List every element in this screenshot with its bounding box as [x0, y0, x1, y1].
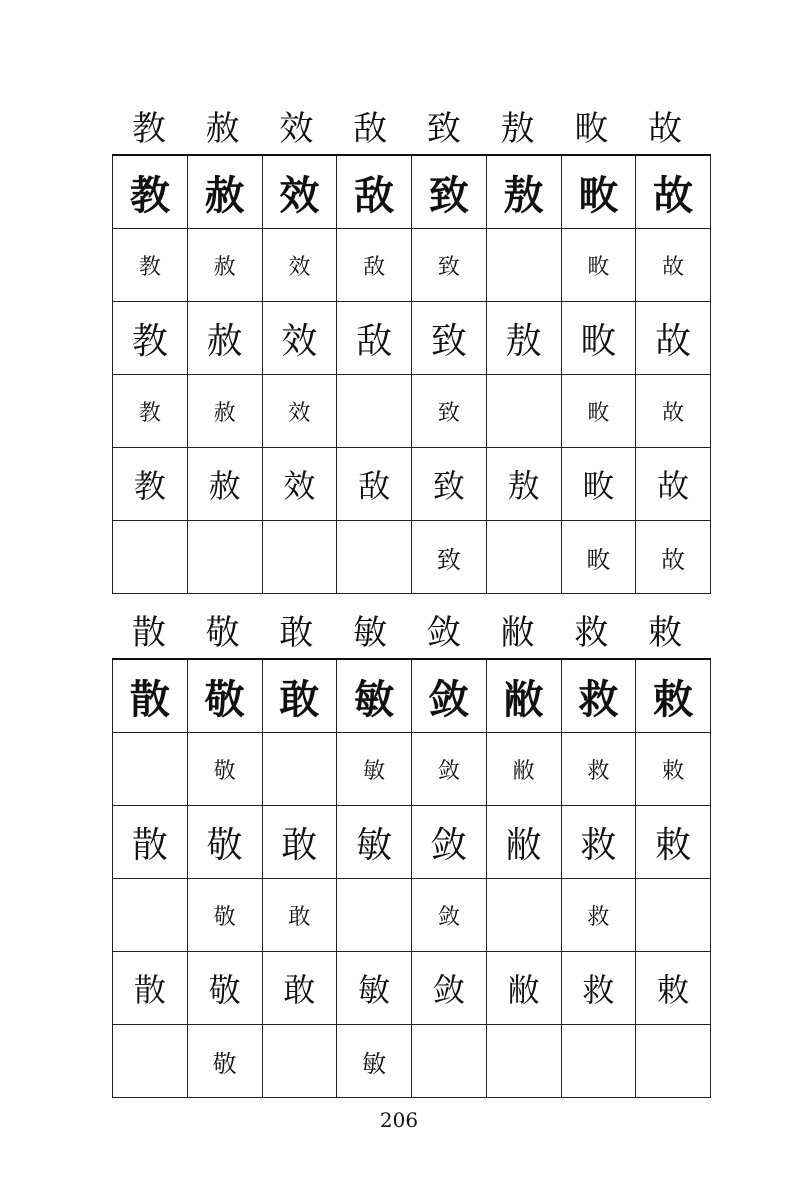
glyph-cell [262, 521, 337, 594]
header-char: 教 [131, 109, 166, 149]
glyph-cell: 敖 [486, 155, 561, 229]
section-1-glyph-grid [112, 154, 711, 594]
glyph-cell: 散 [113, 806, 188, 879]
glyph-cell: 致 [412, 302, 487, 375]
header-char: 敏 [353, 613, 388, 653]
glyph-cell [113, 1025, 188, 1098]
glyph-cell [636, 879, 711, 952]
glyph-cell: 致 [412, 229, 487, 302]
glyph-cell: 教 [113, 155, 188, 229]
glyph-cell: 敬 [187, 806, 262, 879]
glyph-cell: 致 [412, 521, 487, 594]
header-char: 故 [648, 109, 683, 149]
glyph-cell [262, 1025, 337, 1098]
glyph-row [113, 659, 711, 733]
glyph-cell: 敛 [412, 733, 487, 806]
glyph-cell: 敬 [187, 952, 262, 1025]
glyph-cell [486, 1025, 561, 1098]
page-number: 206 [379, 1108, 419, 1132]
glyph-cell: 敌 [337, 155, 412, 229]
header-char: 散 [131, 613, 166, 653]
glyph-cell: 敏 [337, 733, 412, 806]
header-char: 效 [279, 109, 314, 149]
header-char: 救 [574, 613, 609, 653]
glyph-cell: 敌 [337, 448, 412, 521]
glyph-cell [412, 1025, 487, 1098]
glyph-cell: 畋 [561, 155, 636, 229]
glyph-cell: 教 [113, 448, 188, 521]
header-char: 敕 [648, 613, 683, 653]
glyph-cell: 敬 [187, 879, 262, 952]
glyph-cell: 故 [636, 155, 711, 229]
glyph-cell: 救 [561, 952, 636, 1025]
glyph-cell: 敕 [636, 733, 711, 806]
glyph-cell: 敝 [486, 733, 561, 806]
glyph-cell: 效 [262, 229, 337, 302]
glyph-cell [113, 879, 188, 952]
glyph-cell [337, 375, 412, 448]
glyph-cell: 赦 [187, 375, 262, 448]
glyph-cell: 效 [262, 448, 337, 521]
glyph-cell [636, 1025, 711, 1098]
glyph-cell: 敢 [262, 806, 337, 879]
header-char: 致 [426, 109, 461, 149]
glyph-cell [187, 521, 262, 594]
section-1-header-row [112, 106, 702, 152]
glyph-cell: 故 [636, 448, 711, 521]
glyph-cell: 赦 [187, 302, 262, 375]
glyph-cell [113, 521, 188, 594]
glyph-cell: 敕 [636, 806, 711, 879]
glyph-cell: 敌 [337, 302, 412, 375]
glyph-cell: 故 [636, 375, 711, 448]
glyph-cell: 敕 [636, 952, 711, 1025]
glyph-cell: 畋 [561, 229, 636, 302]
glyph-cell: 效 [262, 302, 337, 375]
glyph-row [113, 375, 711, 448]
glyph-cell: 故 [636, 521, 711, 594]
glyph-cell: 畋 [561, 375, 636, 448]
glyph-cell [113, 733, 188, 806]
header-char: 赦 [205, 109, 240, 149]
glyph-cell: 敕 [636, 659, 711, 733]
glyph-cell: 救 [561, 659, 636, 733]
glyph-cell: 教 [113, 229, 188, 302]
glyph-cell [337, 521, 412, 594]
glyph-cell [486, 229, 561, 302]
glyph-cell: 敏 [337, 659, 412, 733]
glyph-cell: 效 [262, 155, 337, 229]
glyph-cell: 效 [262, 375, 337, 448]
glyph-cell: 敖 [486, 448, 561, 521]
glyph-cell: 救 [561, 733, 636, 806]
glyph-row [113, 448, 711, 521]
glyph-cell: 故 [636, 229, 711, 302]
glyph-row [113, 733, 711, 806]
header-char: 敌 [353, 109, 388, 149]
glyph-cell: 敛 [412, 952, 487, 1025]
glyph-cell: 致 [412, 375, 487, 448]
glyph-cell: 敏 [337, 806, 412, 879]
header-char: 敬 [205, 613, 240, 653]
glyph-cell: 救 [561, 806, 636, 879]
header-char: 敢 [279, 613, 314, 653]
header-char: 敖 [500, 109, 535, 149]
glyph-cell: 赦 [187, 155, 262, 229]
glyph-cell: 致 [412, 448, 487, 521]
glyph-cell: 敝 [486, 659, 561, 733]
header-char: 敛 [426, 613, 461, 653]
section-2-glyph-grid [112, 658, 711, 1098]
glyph-cell: 敢 [262, 952, 337, 1025]
glyph-cell: 敢 [262, 879, 337, 952]
glyph-cell: 教 [113, 302, 188, 375]
glyph-cell: 敢 [262, 659, 337, 733]
glyph-cell: 敛 [412, 659, 487, 733]
glyph-row [113, 229, 711, 302]
glyph-row [113, 155, 711, 229]
header-char: 敝 [500, 613, 535, 653]
glyph-cell: 畋 [561, 521, 636, 594]
glyph-cell: 敏 [337, 1025, 412, 1098]
header-char: 畋 [574, 109, 609, 149]
glyph-cell [561, 1025, 636, 1098]
glyph-cell: 故 [636, 302, 711, 375]
glyph-cell [337, 879, 412, 952]
glyph-row [113, 806, 711, 879]
glyph-cell: 敬 [187, 733, 262, 806]
glyph-cell: 致 [412, 155, 487, 229]
glyph-cell: 敛 [412, 806, 487, 879]
glyph-cell [262, 733, 337, 806]
glyph-cell [486, 375, 561, 448]
glyph-cell [486, 879, 561, 952]
glyph-cell: 教 [113, 375, 188, 448]
glyph-cell: 敏 [337, 952, 412, 1025]
glyph-row [113, 879, 711, 952]
glyph-cell: 敌 [337, 229, 412, 302]
glyph-cell: 散 [113, 659, 188, 733]
glyph-cell: 敝 [486, 952, 561, 1025]
section-2-header-row [112, 610, 702, 656]
glyph-row [113, 521, 711, 594]
glyph-cell: 敬 [187, 659, 262, 733]
glyph-cell: 散 [113, 952, 188, 1025]
glyph-cell: 畋 [561, 448, 636, 521]
glyph-cell [486, 521, 561, 594]
glyph-cell: 敬 [187, 1025, 262, 1098]
glyph-cell: 赦 [187, 229, 262, 302]
glyph-row [113, 1025, 711, 1098]
glyph-cell: 赦 [187, 448, 262, 521]
glyph-cell: 敝 [486, 806, 561, 879]
glyph-row [113, 302, 711, 375]
glyph-cell: 畋 [561, 302, 636, 375]
glyph-cell: 敛 [412, 879, 487, 952]
glyph-row [113, 952, 711, 1025]
glyph-cell: 救 [561, 879, 636, 952]
glyph-cell: 敖 [486, 302, 561, 375]
